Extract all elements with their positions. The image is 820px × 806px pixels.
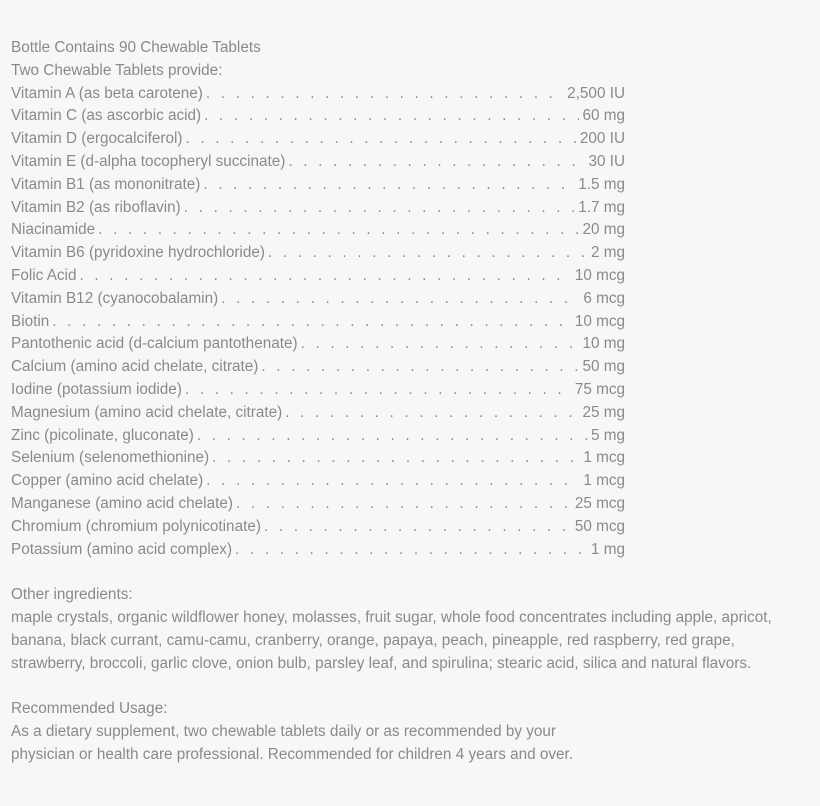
other-ingredients-text: maple crystals, organic wildflower honey, molasses, fruit sugar, whole food concentrates including apple, apricot, banana, black currant, camu-camu, cranberry, orange, papaya, peach, pineapple, red raspberry, red grape, strawberry, broccoli, garlic clove, onion bulb, parsley leaf, and spirulina; stearic acid, silica and natural flavors. [11, 608, 772, 672]
nutrient-row [11, 447, 625, 470]
nutrient-row [11, 516, 625, 539]
nutrient-amount: 1 mcg [583, 449, 625, 467]
serving-size: Two Chewable Tablets provide: [11, 61, 223, 79]
nutrient-amount: 5 mg [590, 426, 625, 444]
nutrient-row [11, 219, 625, 242]
nutrient-name: Iodine (potassium iodide) [11, 380, 182, 398]
dot-leader [268, 242, 588, 265]
nutrient-row [11, 83, 625, 106]
dot-leader [301, 333, 580, 356]
nutrient-row [11, 539, 625, 562]
nutrient-name: Magnesium (amino acid chelate, citrate) [11, 403, 283, 421]
dot-leader [185, 128, 576, 151]
nutrient-list [11, 83, 813, 562]
dot-leader [206, 470, 580, 493]
dot-leader [197, 425, 588, 448]
nutrient-amount: 2,500 IU [567, 84, 625, 102]
nutrient-row [11, 425, 625, 448]
nutrient-amount: 50 mg [582, 358, 625, 376]
nutrient-row [11, 242, 625, 265]
nutrient-name: Selenium (selenomethionine) [11, 449, 210, 467]
nutrient-name: Vitamin C (as ascorbic acid) [11, 107, 202, 125]
dot-leader [236, 493, 572, 516]
nutrient-name: Pantothenic acid (d-calcium pantothenate) [11, 335, 298, 353]
nutrient-row [11, 493, 625, 516]
bottle-contents: Bottle Contains 90 Chewable Tablets [11, 39, 261, 56]
nutrient-amount: 75 mcg [574, 380, 625, 398]
dot-leader [185, 379, 572, 402]
dot-leader [79, 265, 571, 288]
nutrient-amount: 60 mg [582, 107, 625, 125]
nutrient-row [11, 356, 625, 379]
nutrient-name: Vitamin B2 (as riboflavin) [11, 198, 181, 216]
dot-leader [285, 402, 579, 425]
nutrient-name: Folic Acid [11, 266, 77, 284]
usage-line-2: physician or health care professional. Recommended for children 4 years and over. [11, 745, 574, 763]
nutrient-row [11, 333, 625, 356]
nutrient-amount: 2 mg [590, 244, 625, 262]
nutrient-amount: 10 mg [582, 335, 625, 353]
nutrient-name: Chromium (chromium polynicotinate) [11, 517, 261, 535]
nutrient-row [11, 105, 625, 128]
nutrient-amount: 10 mcg [574, 266, 625, 284]
usage-heading: Recommended Usage: [11, 700, 168, 718]
nutrient-name: Vitamin B12 (cyanocobalamin) [11, 289, 219, 307]
dot-leader [98, 219, 579, 242]
nutrient-amount: 50 mcg [574, 517, 625, 535]
nutrient-amount: 1.5 mg [578, 175, 625, 193]
nutrient-name: Calcium (amino acid chelate, citrate) [11, 358, 259, 376]
nutrient-row [11, 265, 625, 288]
nutrient-row [11, 128, 625, 151]
nutrient-name: Vitamin B1 (as mononitrate) [11, 175, 201, 193]
dot-leader [288, 151, 585, 174]
nutrient-row [11, 174, 625, 197]
nutrient-row [11, 288, 625, 311]
dot-leader [264, 516, 572, 539]
nutrient-row [11, 379, 625, 402]
dot-leader [203, 174, 575, 197]
nutrient-row [11, 311, 625, 334]
usage-line-1: As a dietary supplement, two chewable tablets daily or as recommended by your [11, 722, 557, 740]
nutrient-name: Biotin [11, 312, 50, 330]
dot-leader [212, 447, 580, 470]
dot-leader [235, 539, 588, 562]
nutrient-name: Vitamin D (ergocalciferol) [11, 130, 183, 148]
nutrient-amount: 25 mg [582, 403, 625, 421]
nutrient-name: Vitamin E (d-alpha tocopheryl succinate) [11, 152, 286, 170]
nutrient-row [11, 402, 625, 425]
nutrient-amount: 1 mg [590, 540, 625, 558]
nutrient-amount: 1.7 mg [578, 198, 625, 216]
nutrient-amount: 6 mcg [583, 289, 625, 307]
dot-leader [221, 288, 580, 311]
supplement-facts-document [11, 37, 813, 767]
dot-leader [204, 105, 579, 128]
nutrient-amount: 10 mcg [574, 312, 625, 330]
dot-leader [261, 356, 579, 379]
nutrient-name: Manganese (amino acid chelate) [11, 494, 233, 512]
nutrient-name: Copper (amino acid chelate) [11, 472, 204, 490]
nutrient-name: Zinc (picolinate, gluconate) [11, 426, 194, 444]
nutrient-name: Niacinamide [11, 221, 96, 239]
nutrient-name: Vitamin A (as beta carotene) [11, 84, 203, 102]
dot-leader [52, 311, 572, 334]
nutrient-amount: 1 mcg [583, 472, 625, 490]
dot-leader [206, 83, 564, 106]
other-ingredients-heading: Other ingredients: [11, 586, 133, 604]
nutrient-amount: 20 mg [582, 221, 625, 239]
nutrient-row [11, 151, 625, 174]
nutrient-row [11, 470, 625, 493]
nutrient-name: Vitamin B6 (pyridoxine hydrochloride) [11, 244, 265, 262]
nutrient-row [11, 197, 625, 220]
nutrient-amount: 25 mcg [574, 494, 625, 512]
dot-leader [184, 197, 575, 220]
nutrient-amount: 200 IU [579, 130, 625, 148]
nutrient-amount: 30 IU [588, 152, 625, 170]
nutrient-name: Potassium (amino acid complex) [11, 540, 233, 558]
